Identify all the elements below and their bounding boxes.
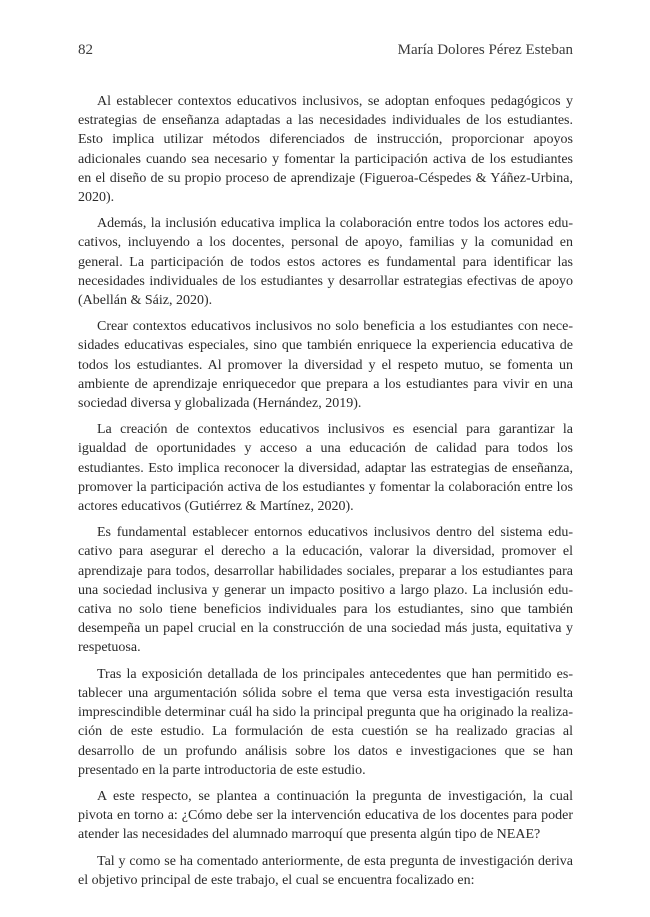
paragraph: La creación de contextos educativos inclusivos es esencial para garantizar la igualdad de oportunidades y acceso a una educación de calidad para todos los estudiantes. Esto implica reconocer la diversidad, adaptar las estrategias de enseñanza, promover la participación activa de los estudiantes y fomentar la colaboración entre los actores educativos (Gutiérrez & Martínez, 2020).	[78, 422, 573, 515]
running-header	[78, 39, 573, 61]
paragraph: Es fundamental establecer entornos educativos inclusivos dentro del sistema educativo para asegurar el derecho a la educación, valorar la diversidad, promover el aprendizaje para todos, desarrollar habilidades sociales, preparar a los estudiantes para una sociedad inclusiva y generar un impacto positivo a largo plazo. La inclusión educativa no solo tiene beneficios individuales para los estudiantes, sino que también desempeña un papel crucial en la construcción de una sociedad más justa, equitativa y respetuosa.	[78, 525, 573, 656]
page-number: 82	[78, 42, 93, 58]
paragraph: Además, la inclusión educativa implica la colaboración entre todos los actores educativos, incluyendo a los docentes, personal de apoyo, familias y la comunidad en general. La participación de todos estos actores es fundamental para identificar las necesidades individuales de los estudiantes y desarrollar estrategias efectivas de apoyo (Abellán & Sáiz, 2020).	[78, 216, 573, 309]
paragraph: Crear contextos educativos inclusivos no solo beneficia a los estudiantes con necesidades educativas especiales, sino que también enriquece la experiencia educativa de todos los estudiantes. Al promover la diversidad y el respeto mutuo, se fomenta un ambiente de aprendizaje enriquecedor que prepara a los estudiantes para vivir en una sociedad diversa y globalizada (Hernández, 2019).	[78, 319, 573, 412]
paragraph: A este respecto, se plantea a continuación la pregunta de investigación, la cual pivota en torno a: ¿Cómo debe ser la intervención educativa de los docentes para poder atender las necesidades del alumnado marroquí que presenta algún tipo de NEAE?	[78, 788, 573, 843]
running-head-author: María Dolores Pérez Esteban	[397, 42, 573, 58]
paragraph: Tal y como se ha comentado anteriormente, de esta pregunta de investigación deriva el objetivo principal de este trabajo, el cual se encuentra focalizado en:	[78, 853, 573, 888]
paragraph: Tras la exposición detallada de los principales antecedentes que han permitido establecer una argumentación sólida sobre el tema que versa esta investigación resulta imprescindible determinar cuál ha sido la principal pregunta que ha originado la realización de este estudio. La formulación de esta cuestión se ha realizado gracias al desarrollo de un profundo análisis sobre los datos e investigaciones que se han presentado en la parte introductoria de este estudio.	[78, 666, 573, 778]
body-text	[78, 92, 573, 897]
paragraph: Al establecer contextos educativos inclusivos, se adoptan enfoques pedagógicos y estrategias de enseñanza adaptadas a las necesidades individuales de los estudiantes. Esto implica utilizar métodos diferenciados de instrucción, proporcionar apoyos adicionales cuando sea necesario y fomentar la participación activa de los estudiantes en el diseño de su propio proceso de aprendizaje (Figueroa-Céspedes & Yáñez-Urbina, 2020).	[78, 94, 573, 206]
